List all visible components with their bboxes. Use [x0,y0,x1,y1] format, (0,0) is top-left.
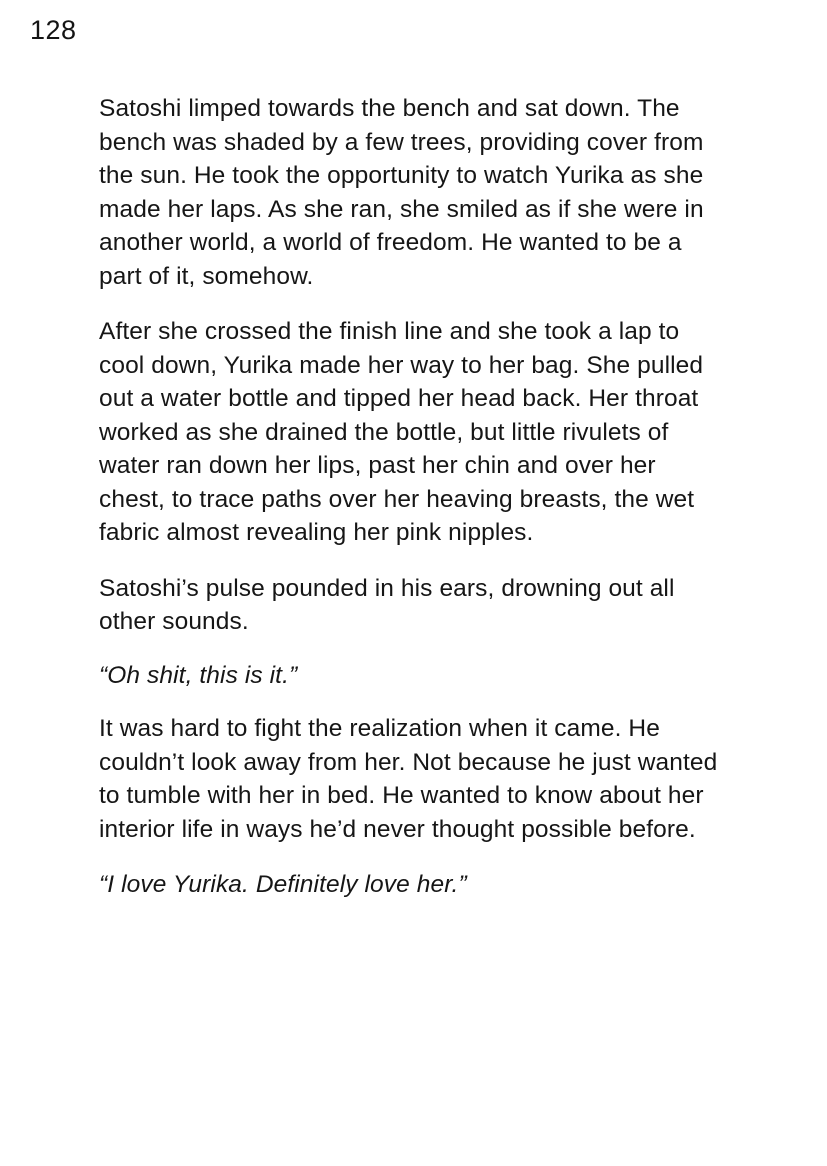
page-body [99,92,719,902]
paragraph: After she crossed the finish line and she took a lap to cool down, Yurika made her way to her bag. She pulled out a water bottle and tipped her head back. Her throat worked as she drained the bottle, but little rivulets of water ran down her lips, past her chin and over her chest, to trace paths over her heaving breasts, the wet fabric almost revealing her pink nipples. [99,318,704,546]
page-number: 128 [30,15,77,45]
paragraph-dialogue: “I love Yurika. Definitely love her.” [99,871,467,898]
paragraph: Satoshi’s pulse pounded in his ears, drowning out all other sounds. [99,574,675,635]
paragraph: Satoshi limped towards the bench and sat down. The bench was shaded by a few trees, providing cover from the sun. He took the opportunity to watch Yurika as she made her laps. As she ran, she smiled as if she were in another world, a world of freedom. He wanted to be a part of it, somehow. [99,95,704,290]
paragraph-dialogue: “Oh shit, this is it.” [99,661,298,689]
paragraph: It was hard to fight the realization when it came. He couldn’t look away from her. Not because he just wanted to tumble with her in bed. He wanted to know about her interior life in ways he’d never thought possible before. [99,715,718,843]
